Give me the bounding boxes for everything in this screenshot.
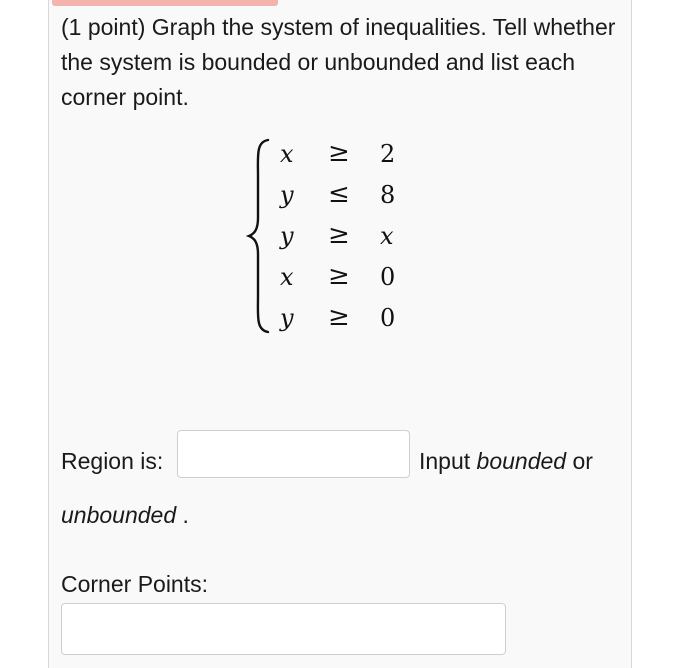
hint-prefix: Input (419, 448, 477, 474)
inequality-operator: ≥ (328, 261, 350, 291)
inequality-lhs: y (280, 304, 294, 332)
inequality-row (276, 218, 406, 258)
region-hint (419, 448, 593, 475)
inequality-lhs: x (280, 263, 294, 291)
inequality-row (276, 177, 406, 217)
region-input[interactable] (177, 430, 410, 478)
inequality-rhs: 2 (380, 140, 396, 168)
inequality-row (276, 300, 406, 340)
hint-unbounded: unbounded (61, 502, 177, 528)
inequality-system (246, 136, 426, 336)
inequality-row (276, 136, 406, 176)
hint-bounded: bounded (476, 448, 567, 474)
inequality-lhs: x (280, 140, 294, 168)
hint-suffix: . (176, 502, 189, 528)
inequality-operator: ≥ (328, 220, 350, 250)
inequality-operator: ≥ (328, 138, 350, 168)
left-brace-icon (246, 136, 272, 336)
inequality-operator: ≥ (328, 302, 350, 332)
inequality-operator: ≤ (328, 179, 350, 209)
problem-prompt: (1 point) Graph the system of inequalities. Tell whether the system is bounded or unbounded and list each corner point. (61, 14, 616, 110)
inequality-rhs: x (380, 222, 394, 250)
inequality-rhs: 0 (380, 304, 396, 332)
inequality-row (276, 259, 406, 299)
region-hint-continued (61, 502, 189, 529)
inequality-rhs: 8 (380, 181, 396, 209)
inequality-lhs: y (280, 181, 294, 209)
status-ribbon (52, 0, 278, 6)
hint-middle: or (566, 448, 593, 474)
region-label: Region is: (61, 448, 164, 474)
corner-points-label: Corner Points: (61, 571, 209, 597)
inequality-lhs: y (280, 222, 294, 250)
corner-points-input[interactable] (61, 603, 506, 655)
inequality-rhs: 0 (380, 263, 396, 291)
